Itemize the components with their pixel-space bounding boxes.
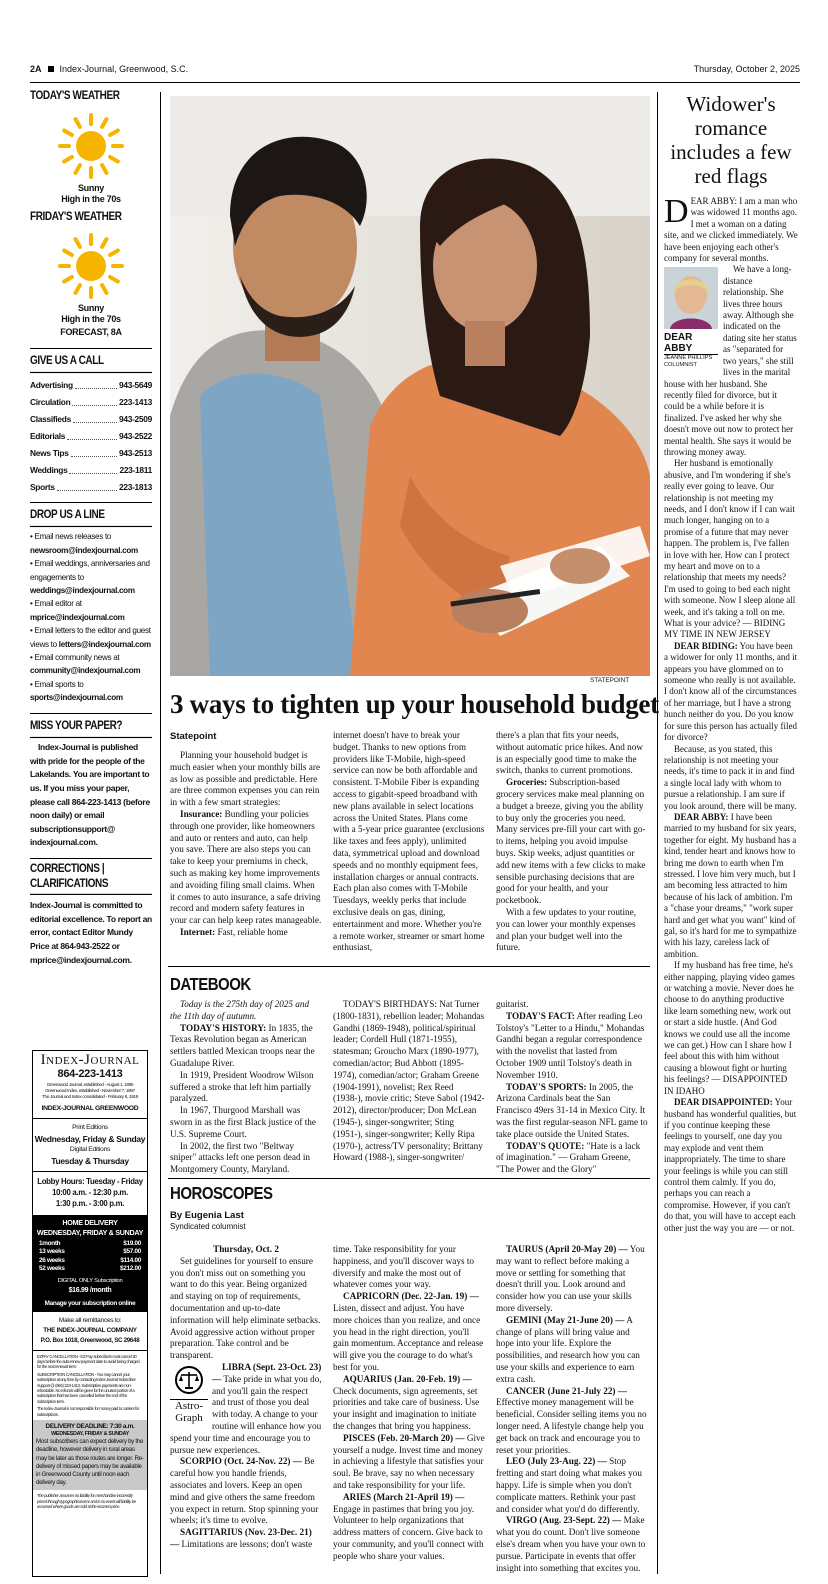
forecast-link: FORECAST, 8A (60, 327, 122, 338)
drop-item (30, 624, 152, 651)
horoscope-leo: LEO (July 23-Aug. 22) — Stop fretting and start doing what makes you happy. Life is simple when you don't complicate matters. Rethink your past and consider what you'd do differently. (496, 1456, 642, 1514)
call-label: Advertising (30, 379, 73, 390)
rate-term: 1month (39, 1240, 61, 1247)
budget-p1: Planning your household budget is much easier when your monthly bills are as low as possible and predictable. Here are three common expenses you can rein in with a few smart strategies: (170, 750, 321, 808)
photo-credit: STATEPOINT (590, 677, 630, 684)
horoscope-scorpio: SCORPIO (Oct. 24-Nov. 22) — Be careful how you handle friends, associates and lovers. Keep an open mind and give others the same freedom you expect in return. Stop spinning your wheels; it's time to evolve. (170, 1456, 319, 1526)
call-list (30, 377, 152, 496)
digital-price: $16.99 /month (68, 1286, 112, 1294)
page-header (30, 64, 800, 83)
horoscopes-col-1 (170, 1244, 322, 1551)
box-masthead: Index-Journal (40, 1052, 140, 1068)
lobby-hours: Lobby Hours: Tuesday - Friday (37, 1177, 143, 1186)
horoscope-sagittarius: SAGITTARIUS (Nov. 23-Dec. 21) — Limitations are lessons; don't waste (170, 1527, 313, 1549)
fine-print-liability: The publisher assumes no liability for merchandise incorrectly priced through typographical error and in no event will liability be assumed where goods are sold at the incorrect price. (37, 1493, 136, 1510)
call-number[interactable]: 943-2513 (119, 447, 152, 458)
budget-col-1 (170, 750, 322, 939)
horoscope-virgo: VIRGO (Aug. 23-Sept. 22) — Make what you do count. Don't live someone else's dream when you have your own to pursue. Participate in events that offer insight into something that excites you. (496, 1515, 646, 1573)
horoscope-cancer: CANCER (June 21-July 22) — Effective money management will be beneficial. Consider selling items you no longer need. A lifestyle change help you get back on track and encourage you to reset your priorities. (496, 1385, 647, 1455)
drop-text: • Email letters to the editor and guest views to (30, 626, 151, 649)
email-link[interactable]: newsroom@indexjournal.com (30, 545, 138, 555)
drop-text: • Email community news at (30, 653, 120, 663)
call-label: News Tips (30, 447, 69, 458)
horoscope-pisces: PISCES (Feb. 20-March 20) — Give yourself a nudge. Invest time and money in achieving a lifestyle that satisfies your soul. Be brave, say no when necessary and take responsibility for your life. (333, 1432, 485, 1490)
call-label: Sports (30, 481, 55, 492)
datebook-history: TODAY'S HISTORY: In 1835, the Texas Revolution began as American settlers battled Mexican troops near the Guadalupe River. (170, 1022, 315, 1068)
horoscope-aquarius: AQUARIUS (Jan. 20-Feb. 19) — Check documents, sign agreements, set priorities and take care of business. Use your insight and imagination to initiate the changes that bring you happiness. (333, 1373, 480, 1431)
drop-text: • Email news releases to (30, 532, 112, 542)
deadline-days: WEDNESDAY, FRIDAY & SUNDAY (51, 1431, 129, 1438)
horoscopes-col-3 (496, 1244, 648, 1574)
abby-dropcap: D (664, 193, 689, 230)
remit-address: P.O. Box 1018, Greenwood, SC 29648 (33, 1336, 147, 1351)
today-high: High in the 70s (61, 193, 121, 204)
budget-p6: Groceries: Subscription-based grocery services make meal planning on a budget a breeze, giving you the ability to buy only the groceries you need. Many services pre-fill your cart with go-to items, helping you avoid impulse buys. Skip weeks, adjust quantities or add new items with a few clicks to make sensible purchasing decisions that are good for your health, and your pocketbook. (496, 777, 646, 906)
digital-label: Digital Editions (69, 1146, 111, 1153)
manage-subscription-link[interactable]: Manage your subscription online (44, 1299, 136, 1307)
friday-weather-title: FRIDAY'S WEATHER (30, 210, 122, 224)
leader-dots (73, 411, 117, 423)
datebook-guitarist: guitarist. (496, 999, 529, 1009)
couple-photo-illustration (170, 96, 650, 676)
horoscopes-title: HOROSCOPES (170, 1184, 273, 1204)
call-row (30, 462, 152, 479)
horoscopes-syndicated: Syndicated columnist (170, 1222, 246, 1231)
drop-item (30, 651, 152, 678)
budget-p2: Insurance: Bundling your policies through one provider, like homeowners and auto or renters and auto, can help you save. There are also steps you can take to keep your premiums in check, such as making key home improvements and avoiding filing small claims. When it comes to auto insurance, a safe driving record and modern safety features in your car can help keep rates manageable. (170, 808, 322, 926)
call-label: Weddings (30, 464, 68, 475)
email-link[interactable]: letters@indexjournal.com (58, 639, 151, 649)
call-number[interactable]: 223-1813 (119, 481, 152, 492)
leader-dots (57, 479, 117, 491)
budget-col-3 (496, 730, 648, 954)
abby-p7: If my husband has free time, he's either napping, playing video games or watching a movie. Never does he choose to do anything productive like learn something new, work out or start a side hustle. (And God knows we could use all the income we can get.) How can I share how I feel about this with him without causing a blowout fight or hurting his feelings? — DISAPPOINTED IN IDAHO (664, 960, 795, 1096)
horoscope-date: Thursday, Oct. 2 (213, 1244, 279, 1254)
rate-row (39, 1248, 141, 1256)
abby-p1: EAR ABBY: I am a man who was widowed 11 months ago. I met a woman on a dating site, and we clicked immediately. We have been enjoying each other's company for several months. (664, 196, 798, 264)
today-condition: Sunny (77, 182, 104, 193)
call-row (30, 411, 152, 428)
horoscope-taurus: TAURUS (April 20-May 20) — You may want to reflect before making a move or settling for something that doesn't thrill you. Look around and consider how you can use your skills more diversely. (496, 1244, 645, 1313)
print-label: Print Editions (72, 1124, 108, 1131)
rate-term: 52 weeks (39, 1265, 65, 1273)
lobby-hours-pm: 1:30 p.m. - 3:00 p.m. (55, 1199, 125, 1208)
fine-print-carriers: The Index-Journal is not responsible for money paid to carriers for subscriptions. (37, 1406, 140, 1417)
budget-headline: 3 ways to tighten up your household budget (170, 689, 659, 719)
call-row (30, 428, 152, 445)
corrections-text: Index-Journal is committed to editorial excellence. To report an error, contact Editor Mundy Price at 864-943-2522 or mprice@indexjournal.com. (30, 900, 152, 965)
budget-byline: Statepoint (170, 731, 217, 742)
budget-p5: there's a plan that fits your needs, without automatic price hikes. And now is an especially good time to make the switch, thanks to current promotions. (496, 730, 643, 776)
abby-p3: Her husband is emotionally abusive, and I'm wondering if she's really ever going to leave. Our relationship is not meeting my needs, and I don't know if I can wait much longer, hanging on to a promise of a future that may never happen. The problem is, I've fallen in love with her. How can I protect my heart and move on to a relationship that meets my needs? I'm used to going to bed each night with someone. Now I sleep alone all week, and it's taking a toll on me. What is your advice? — BIDING MY TIME IN NEW JERSEY (664, 458, 796, 640)
call-label: Classifieds (30, 413, 71, 424)
abby-p4: DEAR BIDING: You have been a widower for only 11 months, and it appears you have glommed on to someone who really is not available. I don't know all of the circumstances of her marriage, but I have a strong hunch neither do you. Do you know for sure this person has actually filed for divorce? (664, 640, 798, 743)
rate-price: $57.00 (123, 1248, 141, 1256)
print-days: Wednesday, Friday & Sunday (34, 1134, 146, 1144)
astro-logo-line1: Astro- (170, 1399, 208, 1412)
miss-title: MISS YOUR PAPER? (30, 719, 152, 737)
box-est3: The Journal and Index consolidated - February 6, 1919 (42, 1094, 138, 1099)
call-number[interactable]: 223-1811 (119, 464, 152, 475)
datebook-1967: In 1967, Thurgood Marshall was sworn in as the first Black justice of the U.S. Supreme Court. (170, 1105, 316, 1139)
abby-body (664, 193, 798, 1234)
dear-abby-column (664, 92, 798, 1234)
digital-only: DIGITAL ONLY Subscription (57, 1277, 123, 1284)
libra-scales-icon (174, 1365, 204, 1395)
leader-dots (72, 394, 117, 406)
rate-term: 13 weeks (39, 1248, 65, 1256)
datebook-birthdays: TODAY'S BIRTHDAYS: Nat Turner (1800-1831), rebellion leader; Mohandas Gandhi (1869-1948), political/spiritual leader; Cordell Hull (1871-1955), statesman; Groucho Marx (1890-1977), comedian/actor; Bud Abbott (1895-1974), comedian/actor; Graham Greene (1904-1991), novelist; Rex Reed (1938-), movie critic; Steve Sabol (1942-2012), director/producer; Don McLean (1945-), singer-songwriter; Sting (1951-), singer-songwriter; Kelly Ripa (1970-), actress/TV personality; Brittany Howard (1988-), singer-songwriter/ (333, 999, 485, 1163)
box-phone: 864-223-1413 (57, 1068, 123, 1080)
lobby-hours-am: 10:00 a.m. - 12:30 p.m. (52, 1188, 128, 1197)
drop-item (30, 530, 152, 557)
sun-icon (56, 231, 126, 301)
astro-logo-line2: Graph (175, 1411, 203, 1424)
sig-abby: ABBY (664, 343, 718, 355)
horoscopes-byline: By Eugenia Last (170, 1210, 244, 1221)
rate-term: 26 weeks (39, 1256, 65, 1264)
digital-days: Tuesday & Thursday (33, 1155, 147, 1172)
datebook-col-2 (333, 999, 485, 1164)
budget-p4: internet doesn't have to break your budget. Thanks to new options from providers like T-Mobile, high-speed service can now be both affordable and consistent. T-Mobile Fiber is expanding access to gigabit-speed broadband with new plans available in select locations across the United States. Plans come with a 5-year price guarantee (exclusions like taxes and fees apply), unlimited data, symmetrical upload and download speeds and no monthly equipment fees, installation charges or annual contracts. Each plan also comes with T-Mobile Tuesdays, weekly perks that include exclusive deals on gas, dining, entertainment and more. Whether you're a remote worker, streamer or smart home enthusiast, (333, 730, 485, 953)
call-row (30, 479, 152, 496)
abby-p6: DEAR ABBY: I have been married to my husband for six years, together for eight. My husband has a kind, tender heart and knows how to bring me down to earth when I'm stressed. I love him very much, but I am becoming less attracted to him because of his lack of ambition. I'm a "chase your dreams," "work super hard and get what you want" kind of gal, so it's hard for me to sympathize with his lazy, careless lack of ambition. (664, 811, 797, 959)
horoscope-intro: Set guidelines for yourself to ensure you don't miss out on something you want to do this year. Being organized and staying on top of requirements, documentation and up-to-date information will help eliminate setbacks. Avoid aggressive action without proper preparation. Take control and be transparent. (170, 1255, 321, 1361)
corrections-title: CORRECTIONS | CLARIFICATIONS (30, 863, 152, 895)
email-link[interactable]: community@indexjournal.com (30, 666, 141, 676)
horoscopes-rule (168, 1178, 650, 1179)
drop-list (30, 530, 152, 704)
horoscopes-col-2 (333, 1244, 485, 1563)
call-number[interactable]: 943-2509 (119, 413, 152, 424)
abby-p2: We have a long-distance relationship. She lives three hours away. Although she indicated on the dating site her status as "separated for two years," she still lives in the marital house with her husband. She recently filed for divorce, but it could be a while before it is finalized. I've asked her why she doesn't move out now to protect her mental health. She says it would be throwing money away. (664, 264, 797, 457)
drop-item (30, 678, 152, 705)
call-label: Circulation (30, 396, 71, 407)
call-row (30, 445, 152, 462)
datebook-col-1 (170, 999, 322, 1176)
call-number[interactable]: 223-1413 (119, 396, 152, 407)
horoscope-aries: ARIES (March 21-April 19) — Engage in pastimes that bring you joy. Volunteer to help organizations that address matters of concern. Give back to your community, and you'll connect with people who share your values. (333, 1491, 484, 1561)
budget-p7: With a few updates to your routine, you can lower your monthly expenses and plan your budget well into the future. (496, 906, 637, 953)
subscription-box (32, 1050, 148, 1577)
rate-row (39, 1240, 141, 1248)
datebook-fact: TODAY'S FACT: After reading Leo Tolstoy's "Letter to a Hindu," Mohandas Gandhi began a regular correspondence with the novelist that lasted from October 1909 until Tolstoy's death in November 1910. (496, 1010, 645, 1080)
deadline-title: DELIVERY DEADLINE: 7:30 a.m. (45, 1423, 135, 1431)
astro-graph-logo (170, 1365, 208, 1429)
call-label: Editorials (30, 430, 66, 441)
leader-dots (71, 445, 117, 457)
drop-item (30, 557, 152, 597)
remit-company: THE INDEX-JOURNAL COMPANY (43, 1326, 137, 1334)
horoscope-sag-cont: time. Take responsibility for your happiness, and you'll discover ways to diversify and make the most out of whatever comes your way. (333, 1244, 474, 1290)
deadline-text: Most subscribers can expect delivery by the deadline, however delivery in rural areas may be later as those routes are longer. Re-delivery of missed papers may be available in Greenwood County until noon each delivery day. (36, 1438, 144, 1487)
datebook-col-3 (496, 999, 648, 1176)
datebook-1919: In 1919, President Woodrow Wilson suffered a stroke that left him partially paralyzed. (170, 1069, 314, 1104)
box-est1: Greenwood Journal, established - August 1, 1895 (46, 1082, 134, 1087)
rate-price: $114.00 (120, 1256, 141, 1264)
rate-price: $19.00 (123, 1240, 141, 1247)
datebook-intro: Today is the 275th day of 2025 and the 11th day of autumn. (170, 999, 310, 1021)
couple-budget-photo (170, 96, 650, 676)
sig-columnist: JEANNE PHILLIPS COLUMNIST (664, 354, 713, 368)
fine-print-cancel: SUBSCRIPTION CANCELLATION - You may cancel your subscription at any time by contacting Index-Journal Subscriber Support @ (864) 223-1413. Subscription payments are non-refundable. No refunds will be given for the unused portion of a subscription that has been cancelled before the end of the subscription term. (37, 1371, 136, 1404)
leader-dots (69, 462, 117, 474)
columnist-photo (664, 267, 718, 329)
datebook-2002: In 2002, the first two "Beltway sniper" attacks left one person dead in Montgomery County, Maryland. (170, 1140, 310, 1175)
paper-name: Index-Journal, Greenwood, S.C. (59, 64, 189, 74)
call-row (30, 394, 152, 411)
rate-price: $212.00 (119, 1265, 141, 1273)
box-est2: Greenwood Index, established - November 7, 1897 (45, 1088, 135, 1093)
deadline-panel (33, 1420, 147, 1490)
leader-dots (67, 428, 117, 440)
drop-text: • Email weddings, anniversaries and engagements to (30, 559, 150, 582)
rate-row (39, 1257, 141, 1265)
call-number[interactable]: 943-2522 (119, 430, 152, 441)
horoscope-capricorn: CAPRICORN (Dec. 22-Jan. 19) — Listen, dissect and adjust. You have more choices than you realize, and once you head in the right direction, you'll gain momentum. Acceptance and release will give you the courage to do what's best for you. (333, 1291, 484, 1372)
abby-signature (664, 267, 718, 368)
rate-list (33, 1238, 147, 1274)
home-delivery-panel (33, 1215, 147, 1312)
home-days: WEDNESDAY, FRIDAY & SUNDAY (36, 1228, 144, 1237)
sun-icon (56, 111, 126, 181)
home-title: HOME DELIVERY (62, 1218, 118, 1227)
horoscope-libra: LIBRA (Sept. 23-Oct. 23) — Take pride in what you do, and you'll gain the respect and trust of those you deal with today. A change to your routine will enhance how you spend your time and encourage you to pursue new experiences. (170, 1361, 322, 1455)
column-divider (160, 92, 161, 1574)
remit-label: Make all remittances to: (58, 1316, 122, 1324)
leader-dots (75, 377, 117, 389)
rate-row (39, 1265, 141, 1273)
call-title: GIVE US A CALL (30, 355, 152, 373)
abby-p8: DEAR DISAPPOINTED: Your husband has wonderful qualities, but if you continue keeping these feelings to yourself, one day you may explode and vent them inappropriately. The time to share your feelings is while you can still control them calmly. If you do, perhaps you can reach a compromise. However, if you can't do that, you will have to accept each other just the way you are — or not. (664, 1097, 797, 1233)
email-link[interactable]: weddings@indexjournal.com (30, 586, 135, 595)
drop-text: • Email sports to (30, 679, 84, 689)
datebook-quote: TODAY'S QUOTE: "Hate is a lack of imagination." — Graham Greene, "The Power and the Glory" (496, 1140, 641, 1175)
today-weather-title: TODAY'S WEATHER (30, 89, 120, 103)
email-link[interactable]: sports@indexjournal.com (30, 693, 123, 703)
column-divider (657, 92, 658, 1574)
page-number: 2A (30, 64, 42, 74)
call-number[interactable]: 943-5649 (119, 379, 152, 390)
box-company: INDEX-JOURNAL GREENWOOD (33, 1104, 147, 1119)
drop-item (30, 597, 152, 624)
drop-title: DROP US A LINE (30, 508, 152, 526)
abby-p5: Because, as you stated, this relationship is not meeting your needs, it's time to pack it in and find a single local lady with whom to pursue a relationship. I am sure if you look around, there will be many. (664, 743, 797, 811)
friday-condition: Sunny (77, 303, 104, 314)
miss-text: Index-Journal is published with pride for the people of the Lakelands. You are important to us. If you miss your paper, please call 864-223-1413 (before noon daily) or email subscriptionsupport@ indexjournal.com. (30, 742, 150, 848)
datebook-title: DATEBOOK (170, 975, 251, 995)
friday-high: High in the 70s (61, 314, 121, 325)
horoscope-gemini: GEMINI (May 21-June 20) — A change of plans will bring value and hope into your life. Explore the possibilities, and research how you can use your skills and experience to earn extra cash. (496, 1314, 640, 1384)
email-link[interactable]: mprice@indexjournal.com (30, 612, 125, 622)
datebook-rule (168, 966, 650, 967)
datebook-sports: TODAY'S SPORTS: In 2005, the Arizona Cardinals beat the San Francisco 49ers 31-14 in Mexico City. It was the first regular-season NFL game to take place outside the United States. (496, 1081, 648, 1139)
call-row (30, 377, 152, 394)
bullet-square-icon (48, 66, 54, 72)
sig-dear: DEAR (664, 331, 693, 343)
abby-headline: Widower's romance includes a few red flags (670, 92, 792, 188)
drop-text: • Email editor at (30, 599, 82, 609)
issue-date: Thursday, October 2, 2025 (693, 64, 800, 74)
budget-col-2 (333, 730, 485, 954)
fine-print-ezpay: EZPAY CANCELLATION - EZ-Pay subscribers must cancel 30 days before the auto-renew payment date to avoid being charged for the next renewal term. (37, 1353, 140, 1370)
budget-p3: Internet: Fast, reliable home (180, 926, 288, 937)
